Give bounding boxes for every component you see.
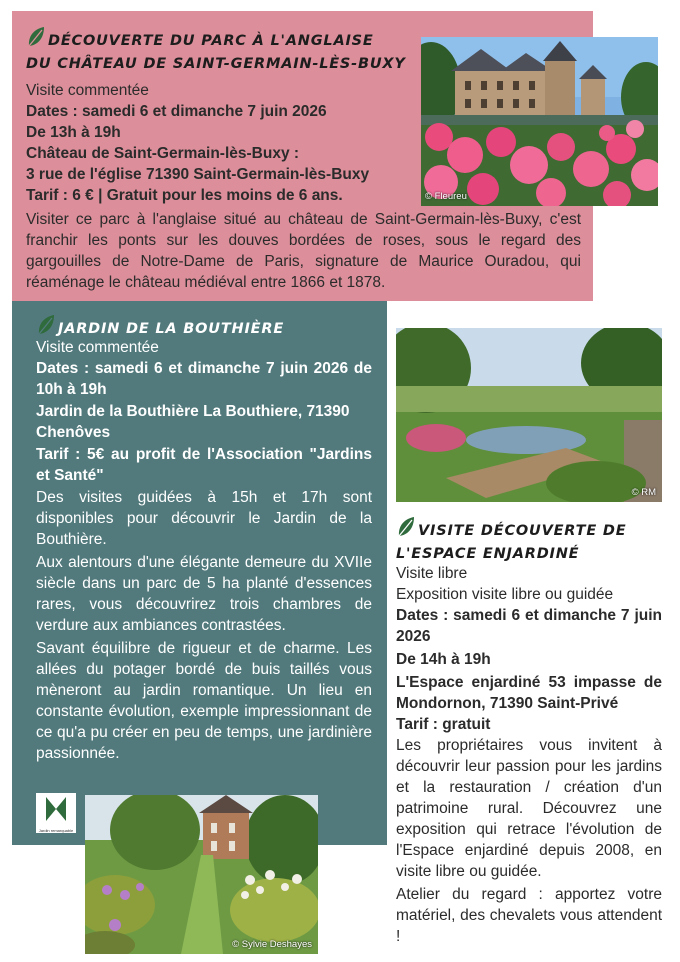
event-hours: De 14h à 19h [396, 651, 491, 668]
event-dates: Dates : samedi 6 et dimanche 7 juin 2026 [26, 103, 327, 120]
bouthiere-garden-photo [85, 795, 318, 954]
event-dates: Dates : samedi 6 et dimanche 7 juin 2026 de 10h à 19h [36, 360, 372, 398]
event-dates: Dates : samedi 6 et dimanche 7 juin 2026 [396, 607, 662, 645]
photo-credit: © RM [631, 487, 656, 498]
leaf-icon [26, 26, 46, 54]
logo-caption: Jardin remarquable [38, 828, 74, 833]
venue-address: 3 rue de l'église 71390 Saint-Germain-lès-Buxy [26, 166, 370, 183]
visit-type: Visite commentée [26, 82, 149, 99]
espace-enjardine-photo [396, 328, 662, 502]
paragraph-visits: Des visites guidées à 15h et 17h sont disponibles pour découvrir le Jardin de la Bouthière. [36, 489, 372, 548]
event-price: Tarif : 6 € | Gratuit pour les moins de 6 ans. [26, 187, 343, 204]
visit-type: Visite libre [396, 565, 468, 582]
event-price: Tarif : 5€ au profit de l'Association "Jardins et Santé" [36, 446, 372, 484]
chateau-roses-photo [421, 37, 658, 206]
section-chateau-title: DÉCOUVERTE DU PARC À L'ANGLAISE DU CHÂTEAU DE SAINT-GERMAIN-LÈS-BUXY [26, 26, 426, 74]
paragraph-atelier: Atelier du regard : apportez votre matériel, des chevalets vous attendent ! [396, 886, 662, 945]
jardin-remarquable-logo [36, 793, 76, 833]
event-hours: De 13h à 19h [26, 124, 121, 141]
photo-credit: © Sylvie Deshayes [232, 939, 312, 950]
paragraph-demeure: Aux alentours d'une élégante demeure du XVIIe siècle dans un parc de 5 ha planté d'essences rares, vous découvrirez trois chambres de verdure aux ambiances contrastées. [36, 554, 372, 634]
paragraph-potager: Savant équilibre de rigueur et de charme. Les allées du potager bordé de buis taillés vous mèneront au jardin romantique. Un lieu en constante évolution, exemple impressionnant de ce qu'a pu créer en peu de temps, une jardinière passionnée. [36, 640, 372, 762]
photo-credit: © Fleureu [425, 191, 467, 202]
venue-address: L'Espace enjardiné 53 impasse de Mondornon, 71390 Saint-Privé [396, 674, 662, 712]
section-chateau-description: Visiter ce parc à l'anglaise situé au château de Saint-Germain-lès-Buxy, c'est franchir les ponts sur les douves bordées de roses, sous le regard des gargouilles de Notre-Dame de Paris, signature de Maurice Ouradou, qui réaménage le château médiéval entre 1866 et 1878. [26, 211, 581, 291]
visit-type-exposition: Exposition visite libre ou guidée [396, 586, 614, 603]
event-price: Tarif : gratuit [396, 716, 491, 733]
paragraph-proprietaires: Les propriétaires vous invitent à découvrir leur passion pour les jardins et la restauration / création d'un patrimoine rural. Découvrez une exposition qui retrace l'évolution de l'Espace enjardiné depuis 2008, en visite libre ou guidée. [396, 737, 662, 880]
venue-address: Jardin de la Bouthière La Bouthiere, 71390 Chenôves [36, 403, 350, 441]
section-espace-title: VISITE DÉCOUVERTE DE L'ESPACE ENJARDINÉ [396, 516, 666, 564]
venue-name: Château de Saint-Germain-lès-Buxy : [26, 145, 300, 162]
visit-type: Visite commentée [36, 339, 159, 356]
leaf-icon [396, 516, 416, 544]
section-bouthiere-title: JARDIN DE LA BOUTHIÈRE [36, 314, 366, 342]
